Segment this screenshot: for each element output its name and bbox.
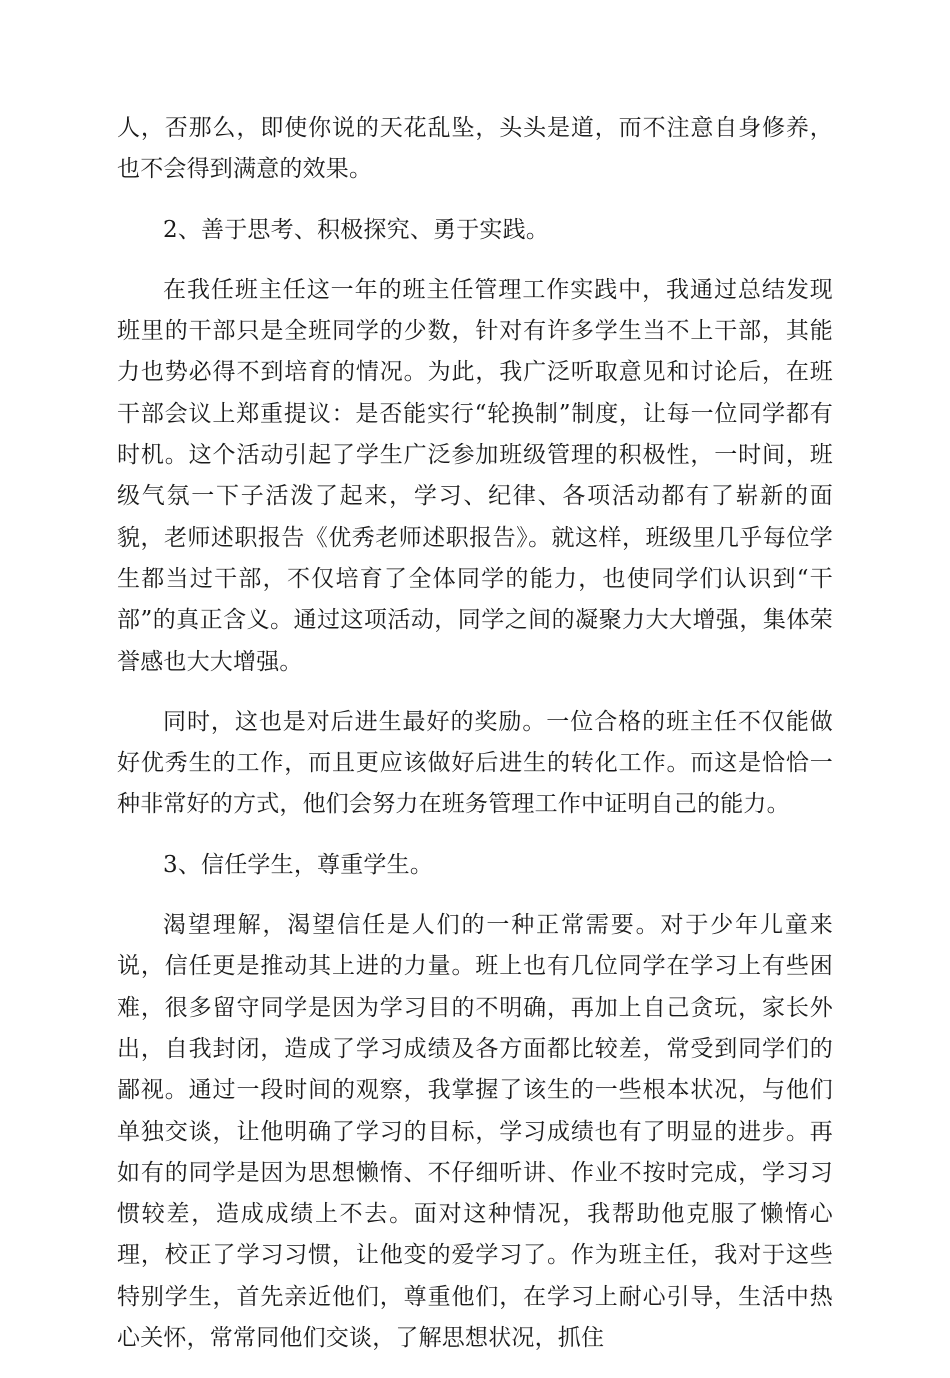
section-heading-2: 2、善于思考、积极探究、勇于实践。	[163, 216, 550, 243]
paragraph-rotation-system: 在我任班主任这一年的班主任管理工作实践中，我通过总结发现班里的干部只是全班同学的少数，针对有许多学生当不上干部，其能力也势必得不到培育的情况。为此，我广泛听取意见和讨论后，在班干部会议上郑重提议：是否能实行“轮换制”制度，让每一位同学都有时机。这个活动引起了学生广泛参加班级管理的积极性，一时间，班级气氛一下子活泼了起来，学习、纪律、各项活动都有了崭新的面貌，老师述职报告《优秀老师述职报告》。就这样，班级里几乎每位学生都当过干部，不仅培育了全体同学的能力，也使同学们认识到“干部”的真正含义。通过这项活动，同学之间的凝聚力大大增强，集体荣誉感也大大增强。	[117, 276, 833, 675]
paragraph-underperformers: 同时，这也是对后进生最好的奖励。一位合格的班主任不仅能做好优秀生的工作，而且更应该做好后进生的转化工作。而这是恰恰一种非常好的方式，他们会努力在班务管理工作中证明自己的能力。	[117, 708, 833, 818]
paragraph-continued: 人，否那么，即使你说的天花乱坠，头头是道，而不注意自身修养，也不会得到满意的效果。	[117, 115, 833, 183]
paragraph-trust-students: 渴望理解，渴望信任是人们的一种正常需要。对于少年儿童来说，信任更是推动其上进的力量。班上也有几位同学在学习上有些困难，很多留守同学是因为学习目的不明确，再加上自己贪玩，家长外出，自我封闭，造成了学习成绩及各方面都比较差，常受到同学们的鄙视。通过一段时间的观察，我掌握了该生的一些根本状况，与他们单独交谈，让他明确了学习的目标，学习成绩也有了明显的进步。再如有的同学是因为思想懒惰、不仔细听讲、作业不按时完成，学习习惯较差，造成成绩上不去。面对这种情况，我帮助他克服了懒惰心理，校正了学习习惯，让他变的爱学习了。作为班主任，我对于这些特别学生，首先亲近他们，尊重他们，在学习上耐心引导，生活中热心关怀，常常同他们交谈，了解思想状况，抓住	[117, 912, 833, 1352]
document-body	[117, 108, 833, 1378]
section-heading-3: 3、信任学生，尊重学生。	[163, 851, 434, 878]
